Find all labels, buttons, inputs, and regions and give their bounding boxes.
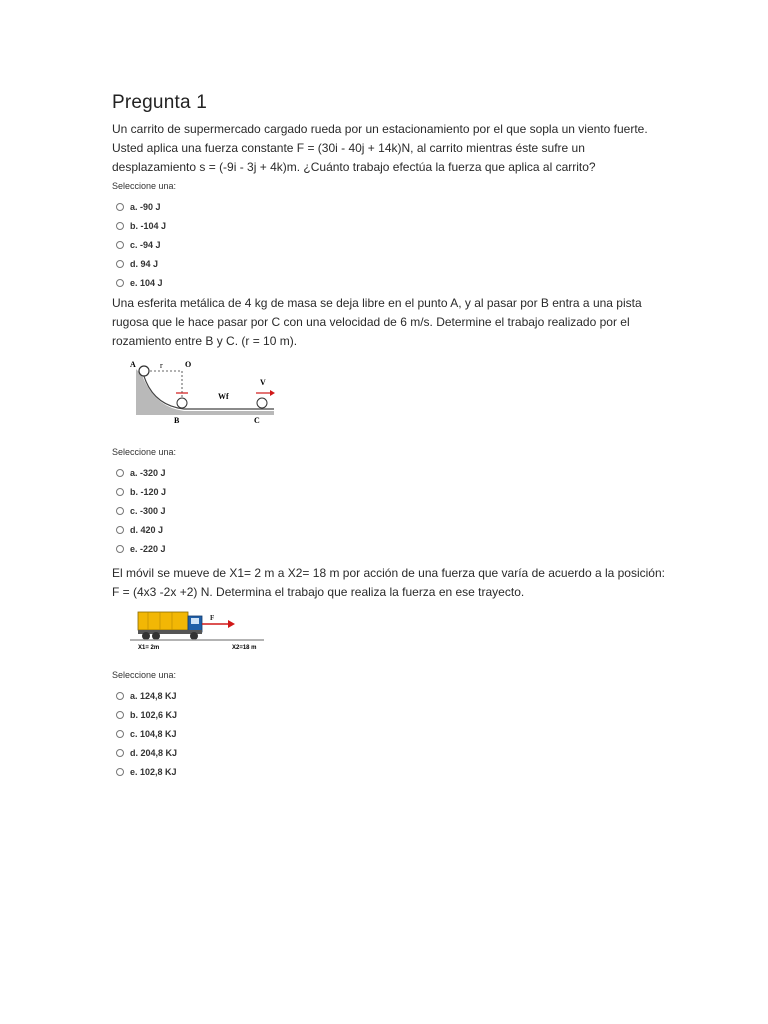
option-a[interactable]: [112, 686, 672, 705]
option-d[interactable]: [112, 743, 672, 762]
option-label: e. 102,8 KJ: [130, 766, 177, 777]
options-list: [112, 463, 672, 558]
radio-icon[interactable]: [116, 241, 124, 249]
option-a[interactable]: [112, 463, 672, 482]
option-label: a. 124,8 KJ: [130, 690, 177, 701]
question-3: [112, 564, 672, 781]
option-e[interactable]: [112, 539, 672, 558]
label-x2: X2=18 m: [232, 645, 257, 651]
label-a: A: [130, 360, 136, 369]
label-x1: X1= 2m: [138, 645, 160, 651]
label-wf: Wf: [218, 392, 229, 401]
question-text: Una esferita metálica de 4 kg de masa se deja libre en el punto A, y al pasar por B entra a una pista rugosa que le hace pasar por C con una velocidad de 6 m/s. Determine el trabajo realizado por el rozamiento entre B y C. (r = 10 m).: [112, 296, 642, 348]
radio-icon[interactable]: [116, 488, 124, 496]
option-b[interactable]: [112, 482, 672, 501]
option-c[interactable]: [112, 501, 672, 520]
option-c[interactable]: [112, 235, 672, 254]
option-label: c. -300 J: [130, 505, 166, 516]
radio-icon[interactable]: [116, 692, 124, 700]
option-label: c. -94 J: [130, 239, 161, 250]
option-d[interactable]: [112, 254, 672, 273]
radio-icon[interactable]: [116, 730, 124, 738]
option-label: d. 204,8 KJ: [130, 747, 178, 758]
ball-a: [139, 366, 149, 376]
label-r: r: [160, 361, 163, 370]
radio-icon[interactable]: [116, 711, 124, 719]
option-e[interactable]: [112, 762, 672, 781]
radio-icon[interactable]: [116, 749, 124, 757]
question-title: Pregunta 1: [112, 92, 207, 113]
option-b[interactable]: [112, 705, 672, 724]
option-b[interactable]: [112, 216, 672, 235]
radio-icon[interactable]: [116, 260, 124, 268]
radio-icon[interactable]: [116, 203, 124, 211]
radio-icon[interactable]: [116, 222, 124, 230]
truck-cargo: [138, 612, 188, 630]
label-f: F: [210, 614, 215, 622]
label-b: B: [174, 416, 180, 425]
select-prompt: Seleccione una:: [112, 670, 177, 680]
question-text: El móvil se mueve de X1= 2 m a X2= 18 m por acción de una fuerza que varía de acuerdo a la posición: F = (4x3 -2x +2) N. Determina el trabajo que realiza la fuerza en ese trayecto.: [112, 566, 665, 599]
label-c: C: [254, 416, 260, 425]
option-label: a. -90 J: [130, 201, 161, 212]
select-prompt: Seleccione una:: [112, 181, 177, 191]
velocity-arrowhead: [270, 390, 275, 396]
ramp-surface: [136, 369, 274, 415]
ball-b: [177, 398, 187, 408]
ball-c: [257, 398, 267, 408]
question-text: Un carrito de supermercado cargado rueda por un estacionamiento por el que sopla un viento fuerte. Usted aplica una fuerza constante F = (30i - 40j + 14k)N, al carrito mientras éste sufre un desplazamiento s = (-9i - 3j + 4k)m. ¿Cuánto trabajo efectúa la fuerza que aplica al carrito?: [112, 122, 648, 174]
options-list: [112, 686, 672, 781]
option-label: d. 94 J: [130, 258, 159, 269]
option-a[interactable]: [112, 197, 672, 216]
option-label: d. 420 J: [130, 524, 164, 535]
truck-window: [191, 618, 199, 624]
option-label: e. 104 J: [130, 277, 163, 288]
truck-wheel: [190, 632, 198, 640]
radio-icon[interactable]: [116, 469, 124, 477]
select-prompt: Seleccione una:: [112, 447, 177, 457]
radio-icon[interactable]: [116, 526, 124, 534]
option-label: b. -104 J: [130, 220, 167, 231]
label-o: O: [185, 360, 192, 369]
label-v: V: [260, 378, 266, 387]
force-arrowhead: [228, 620, 235, 628]
radio-icon[interactable]: [116, 507, 124, 515]
question-2: [112, 294, 672, 558]
radio-icon[interactable]: [116, 279, 124, 287]
option-c[interactable]: [112, 724, 672, 743]
option-label: a. -320 J: [130, 467, 166, 478]
option-e[interactable]: [112, 273, 672, 292]
question-1: [112, 92, 672, 292]
ramp-figure: [124, 355, 284, 427]
radio-icon[interactable]: [116, 545, 124, 553]
option-label: c. 104,8 KJ: [130, 728, 177, 739]
radio-icon[interactable]: [116, 768, 124, 776]
options-list: [112, 197, 672, 292]
option-d[interactable]: [112, 520, 672, 539]
option-label: e. -220 J: [130, 543, 166, 554]
truck-wheel: [142, 632, 150, 640]
option-label: b. 102,6 KJ: [130, 709, 178, 720]
truck-figure: [124, 606, 274, 652]
option-label: b. -120 J: [130, 486, 167, 497]
truck-wheel: [152, 632, 160, 640]
